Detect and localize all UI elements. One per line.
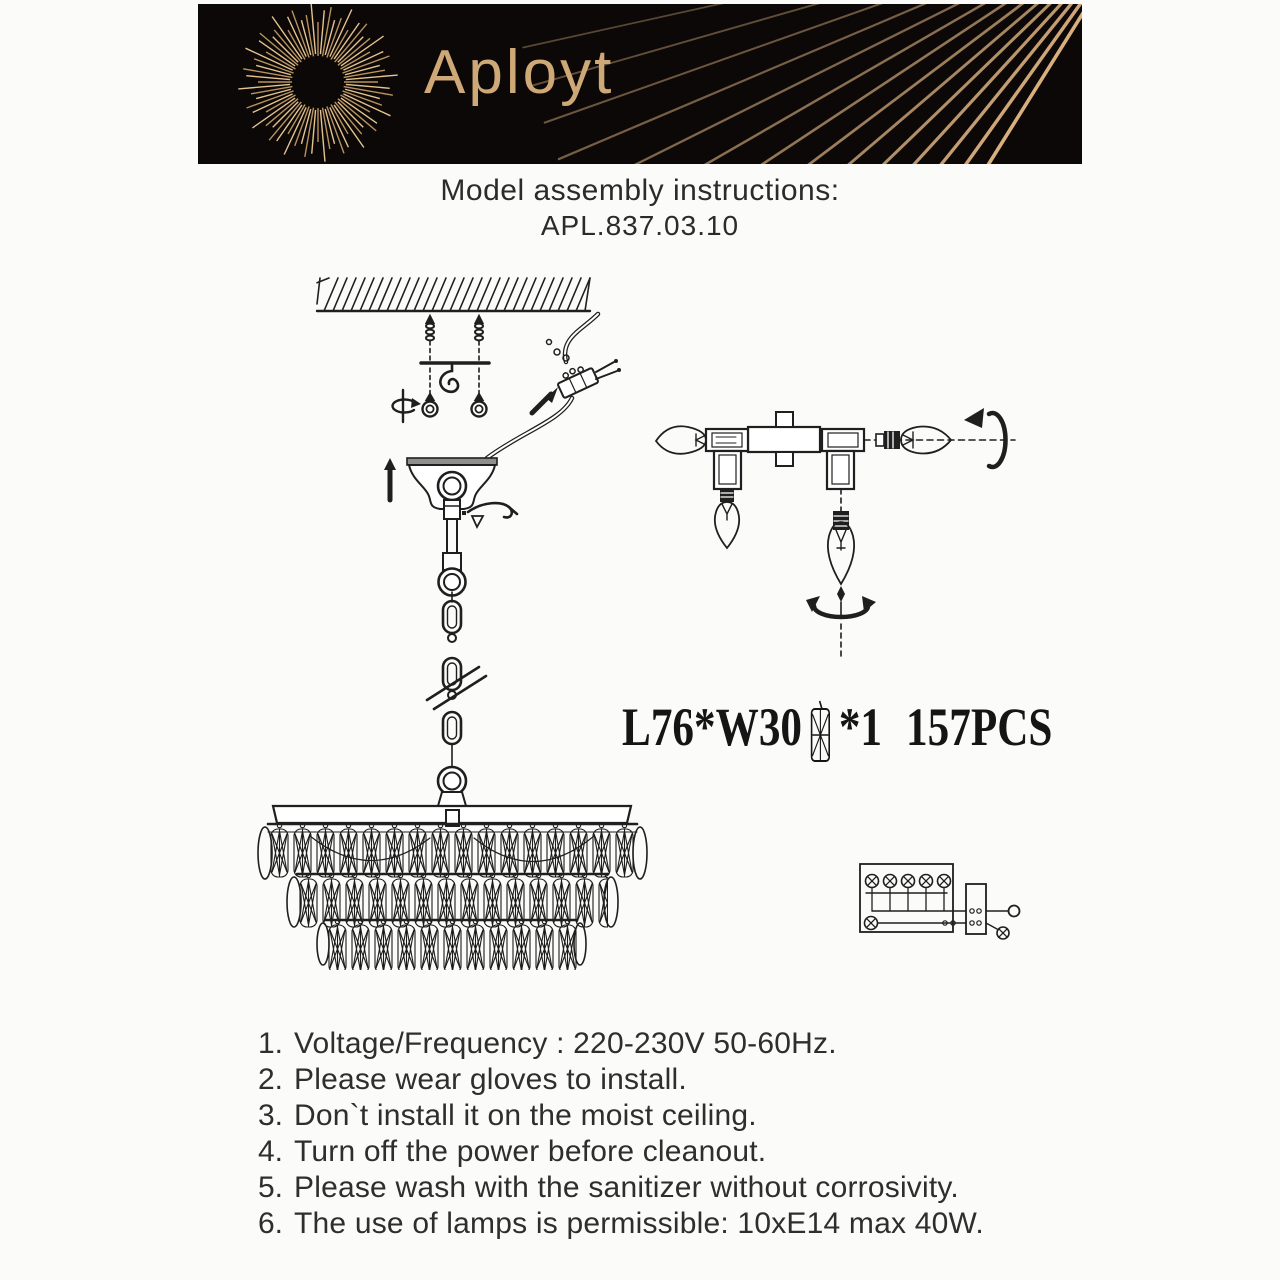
list-item-text: Don`t install it on the moist ceiling.: [294, 1099, 757, 1132]
list-item: [258, 1062, 1088, 1098]
lamp-symbol: [902, 875, 915, 888]
list-item-number: 5.: [258, 1171, 284, 1204]
chandelier-body: [258, 792, 647, 970]
list-item-number: 1.: [258, 1027, 284, 1060]
lamp-symbol: [938, 875, 951, 888]
wiring-diagram: [860, 864, 1020, 939]
list-item: [258, 1206, 1088, 1242]
list-item-number: 6.: [258, 1207, 284, 1240]
crystal-prism-icon: [808, 700, 832, 764]
mounting-screw: [426, 316, 483, 400]
spec-pieces: 157PCS: [906, 697, 1053, 757]
list-item-text: Voltage/Frequency : 220-230V 50-60Hz.: [294, 1027, 837, 1060]
wall-anchor: [423, 394, 487, 417]
model-number: APL.837.03.10: [540, 210, 740, 241]
list-item-text: Please wear gloves to install.: [294, 1063, 687, 1096]
arrow-up-icon: [384, 458, 396, 500]
spec-dimensions: L76*W30: [622, 697, 803, 757]
brand-logotype: Aployt: [424, 38, 615, 107]
list-item: [258, 1170, 1088, 1206]
spec-crystal-count: *1: [838, 697, 883, 757]
spec-row: [622, 697, 1053, 764]
list-item-text: Turn off the power before cleanout.: [294, 1135, 767, 1168]
lamp-symbol: [865, 917, 878, 930]
list-item-number: 2.: [258, 1063, 284, 1096]
list-item-text: The use of lamps is permissible: 10xE14 max 40W.: [294, 1207, 984, 1240]
lamp-symbol: [884, 875, 897, 888]
page-title: Model assembly instructions:: [440, 174, 840, 207]
lamp-symbol: [920, 875, 933, 888]
bulb-arm-assembly: [656, 408, 1015, 658]
lamp-symbol: [997, 927, 1009, 939]
list-item: [258, 1098, 1088, 1134]
instructions-list: [258, 1026, 1088, 1242]
list-item-text: Please wash with the sanitizer without corrosivity.: [294, 1171, 959, 1204]
lamp-symbol: [866, 875, 879, 888]
hanging-chain: [438, 519, 466, 809]
ceiling-hatch: [317, 278, 590, 311]
list-item: [258, 1026, 1088, 1062]
list-item-number: 3.: [258, 1099, 284, 1132]
list-item-number: 4.: [258, 1135, 284, 1168]
screw-rotation-icon: [393, 390, 421, 422]
list-item: [258, 1134, 1088, 1170]
canopy: [407, 458, 497, 519]
wire-connector-block: [487, 314, 621, 458]
